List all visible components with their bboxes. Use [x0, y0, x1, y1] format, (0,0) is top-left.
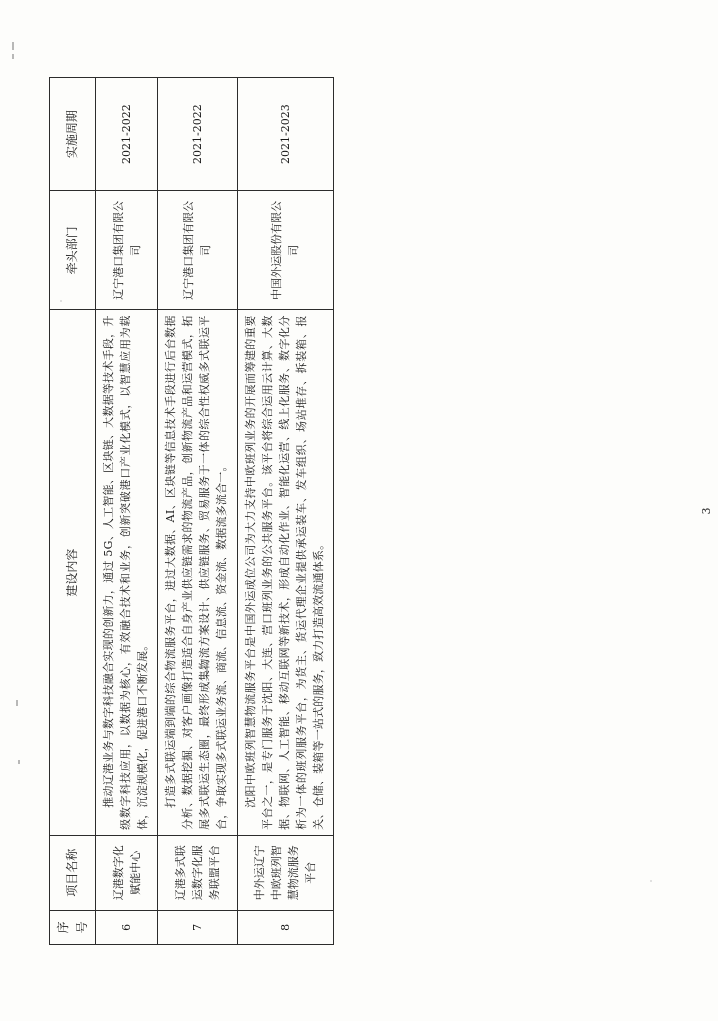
column-header-period: 实施周期: [50, 77, 96, 190]
table-row: [96, 77, 158, 944]
row-dept: 辽宁港口集团有限公司: [158, 190, 237, 309]
table-row: [158, 77, 237, 944]
row-content: [158, 309, 237, 834]
row-name: 辽港数字化赋能中心: [96, 835, 158, 910]
row-no: 6: [96, 910, 158, 944]
project-table: [49, 77, 334, 945]
column-header-no: 序号: [50, 910, 96, 944]
row-content-paragraph: 推动辽港业务与数字科技融合实现的创新力，通过 5G、人工智能、区块链、大数据等技术手段，升级数字科技应用，以数据为核心，有效融合技术和业务，创新突破港口产业化模式，以智慧应用为载体，沉淀规模化，促进港口不断发展。: [102, 314, 150, 830]
row-period: 2021-2022: [158, 77, 237, 190]
row-dept: 中国外运股份有限公司: [237, 190, 333, 309]
row-period: 2021-2022: [96, 77, 158, 190]
column-header-dept: 牵头部门: [50, 190, 96, 309]
row-name: 辽港多式联运数字化服务联盟平台: [158, 835, 237, 910]
row-name: 中外运辽宁中欧班列智慧物流服务平台: [237, 835, 333, 910]
scan-mark: [12, 54, 14, 59]
row-no: 8: [237, 910, 333, 944]
row-content-paragraph: 沈阳中欧班列智慧物流服务平台是中国外运成位公司为大力支持中欧班列业务的开展而筹建的重要平台之一，是专门服务于沈阳、大连、营口班列业务的公共服务平台。该平台将综合运用云计算、大数据、物联网、人工智能、移动互联网等新技术，形成自动化作业、智能化运营、线上化服务、数字化分析为一体的班列服务平台，为货主、货运代理企业提供承运装车、发车组织、场站堆存、拆装箱、报关、仓储、装箱等一站式的服务，致力打造高效流通体系。: [243, 314, 325, 830]
row-period: 2021-2023: [237, 77, 333, 190]
row-content-paragraph: 打造多式联运端到端的综合物流服务平台，进过大数据、AI、区块链等信息技术手段进行后台数据分析、数据挖掘、对客户画像打造适合自身产业供应链需求的物流产品，创新物流产品和运营模式，拓展多式联运生态圈，最终形成集物流方案设计、供应链服务、贸易服务于一体的综合性权威多式联运平台，争取实现多式联运业务流、商流、信息流、资金流、数据流多流合一。: [164, 314, 229, 830]
column-header-name: 项目名称: [50, 835, 96, 910]
scan-mark: [18, 760, 20, 764]
row-content: [237, 309, 333, 834]
row-content: [96, 309, 158, 834]
table-row: [237, 77, 333, 944]
table-header-row: [50, 77, 96, 944]
row-dept: 辽宁港口集团有限公司: [96, 190, 158, 309]
page-number: 3: [700, 507, 713, 514]
row-no: 7: [158, 910, 237, 944]
scan-mark: [12, 42, 14, 50]
column-header-content: 建设内容: [50, 309, 96, 834]
rotated-table-wrapper: [49, 71, 669, 951]
scan-mark: [16, 700, 18, 706]
